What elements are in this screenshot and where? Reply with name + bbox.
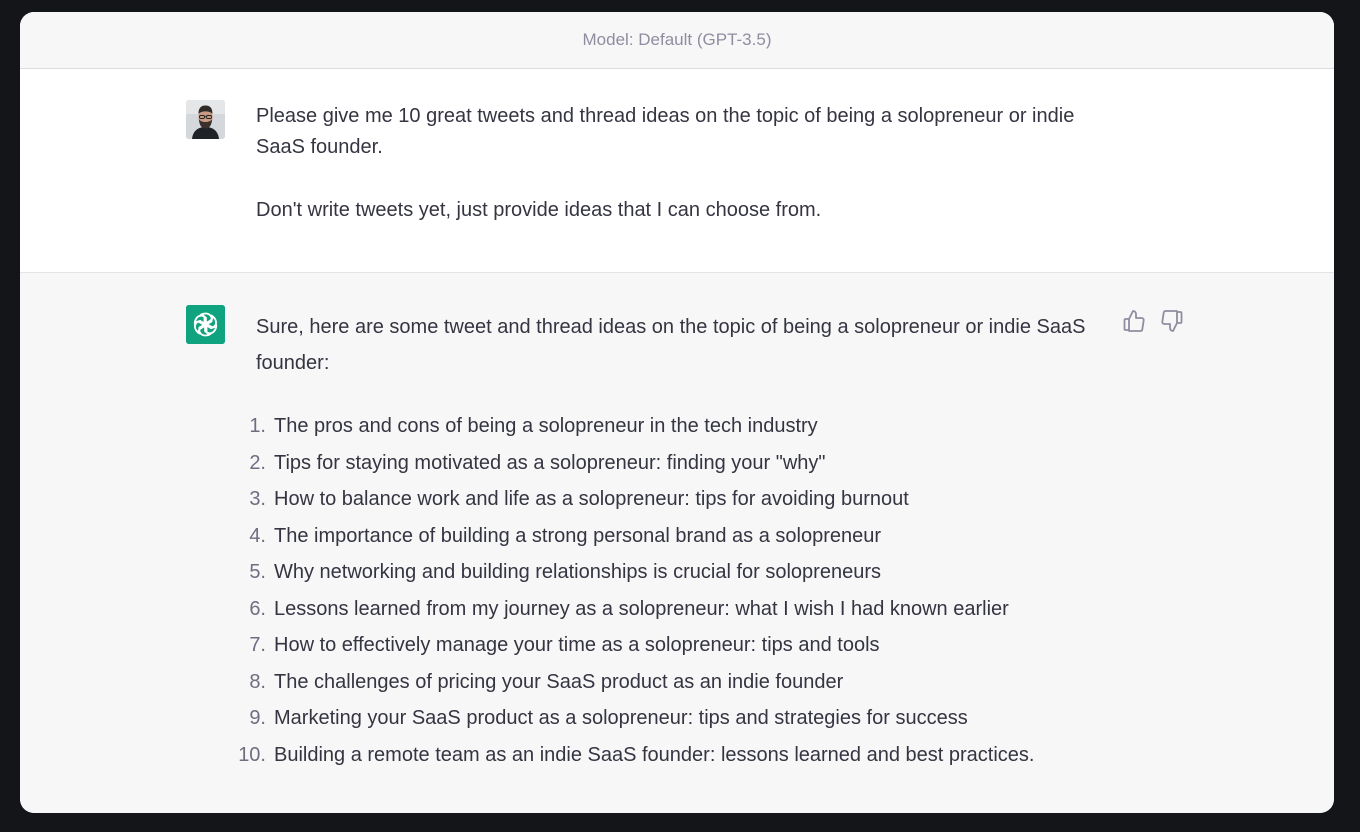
list-item [249,627,1096,664]
list-item [249,481,1096,518]
list-item-text: The challenges of pricing your SaaS product as an indie founder [274,670,844,693]
thumbs-down-icon[interactable] [1160,309,1184,333]
list-item-number: 8. [249,670,266,693]
list-item-number: 7. [249,634,266,657]
openai-logo-icon [186,305,225,344]
model-header [20,12,1334,69]
assistant-intro: Sure, here are some tweet and thread ideas on the topic of being a solopreneur or indie SaaS founder: [256,316,1086,374]
list-item-text: The importance of building a strong personal brand as a solopreneur [274,524,882,547]
list-item-text: Building a remote team as an indie SaaS founder: lessons learned and best practices. [274,743,1035,766]
list-item-text: Marketing your SaaS product as a solopreneur: tips and strategies for success [274,707,968,730]
assistant-avatar [186,305,225,344]
list-item [249,591,1096,628]
list-item-text: How to balance work and life as a solopreneur: tips for avoiding burnout [274,488,909,511]
list-item [238,737,1096,774]
list-item-number: 10. [238,743,266,766]
list-item-number: 2. [249,451,266,474]
thumbs-up-icon[interactable] [1122,309,1146,333]
user-avatar-photo [186,100,225,139]
chat-window [20,12,1334,813]
list-item [249,445,1096,482]
user-avatar [186,100,225,139]
list-item [249,664,1096,701]
list-item-text: Lessons learned from my journey as a solopreneur: what I wish I had known earlier [274,597,1009,620]
user-message [20,69,1334,273]
list-item-text: Tips for staying motivated as a solopreneur: finding your "why" [274,451,826,474]
list-item [249,554,1096,591]
idea-list [238,408,1096,773]
list-item-number: 1. [249,415,266,438]
list-item-text: How to effectively manage your time as a solopreneur: tips and tools [274,634,880,657]
user-message-text [256,101,1096,226]
list-item-number: 9. [249,707,266,730]
assistant-message [20,273,1334,813]
feedback-buttons [1122,309,1184,333]
list-item-text: Why networking and building relationships is crucial for solopreneurs [274,561,881,584]
user-paragraph: Don't write tweets yet, just provide ideas that I can choose from. [256,199,822,221]
list-item-number: 5. [249,561,266,584]
list-item [249,408,1096,445]
list-item-text: The pros and cons of being a solopreneur in the tech industry [274,415,818,438]
user-paragraph: Please give me 10 great tweets and thread ideas on the topic of being a solopreneur or indie SaaS founder. [256,105,1075,158]
list-item [249,700,1096,737]
list-item-number: 3. [249,488,266,511]
list-item-number: 6. [249,597,266,620]
assistant-message-text [238,309,1096,773]
model-label: Model: Default (GPT-3.5) [582,30,772,49]
list-item [249,518,1096,555]
list-item-number: 4. [249,524,266,547]
